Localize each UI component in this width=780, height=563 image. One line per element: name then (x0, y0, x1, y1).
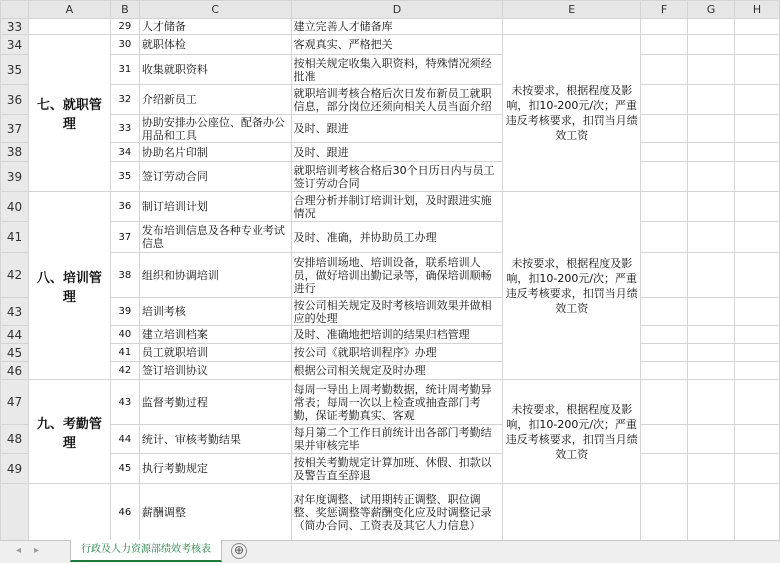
empty-cell[interactable] (734, 454, 779, 484)
penalty-cell[interactable] (503, 19, 641, 35)
item-name[interactable]: 薪酬调整 (139, 484, 291, 541)
item-number[interactable]: 31 (110, 55, 139, 85)
column-header-h[interactable]: H (734, 1, 779, 19)
next-sheet-button[interactable]: ▸ (34, 545, 40, 556)
item-name[interactable]: 签订劳动合同 (139, 162, 291, 192)
empty-cell[interactable] (641, 298, 688, 326)
table-row (1, 326, 780, 344)
row-header[interactable]: 45 (1, 344, 29, 362)
empty-cell[interactable] (688, 55, 735, 85)
item-number[interactable]: 40 (110, 326, 139, 344)
empty-cell[interactable] (734, 484, 779, 541)
empty-cell[interactable] (641, 115, 688, 143)
item-number[interactable]: 46 (110, 484, 139, 541)
empty-cell[interactable] (688, 115, 735, 143)
item-standard[interactable]: 对年度调整、试用期转正调整、职位调整、奖惩调整等薪酬变化应及时调整记录（简办合同、工资表及其它人力信息） (291, 484, 503, 541)
category-cell[interactable] (28, 19, 110, 35)
empty-cell[interactable] (688, 143, 735, 162)
empty-cell[interactable] (641, 19, 688, 35)
row-header[interactable]: 37 (1, 115, 29, 143)
sheet-tab-bar (0, 540, 780, 563)
row-header[interactable]: 46 (1, 362, 29, 380)
empty-cell[interactable] (688, 192, 735, 222)
item-standard[interactable]: 就职培训考核合格后次日发布新员工就职信息，部分岗位还须向相关人员当面介绍 (291, 85, 503, 115)
empty-cell[interactable] (641, 162, 688, 192)
column-header-e[interactable]: E (503, 1, 641, 19)
empty-cell[interactable] (688, 454, 735, 484)
item-name[interactable]: 员工就职培训 (139, 344, 291, 362)
empty-cell[interactable] (641, 454, 688, 484)
category-cell[interactable]: 八、培训管理 (28, 192, 110, 380)
item-standard[interactable]: 按公司《就职培训程序》办理 (291, 344, 503, 362)
table-row (1, 484, 780, 541)
category-cell[interactable] (28, 484, 110, 541)
item-standard[interactable]: 按相关规定收集入职资料，特殊情况须经批准 (291, 55, 503, 85)
column-header-d[interactable]: D (291, 1, 503, 19)
empty-cell[interactable] (734, 192, 779, 222)
item-standard[interactable]: 安排培训场地、培训设备，联系培训人员，做好培训出勤记录等，确保培训顺畅进行 (291, 253, 503, 298)
table-row (1, 253, 780, 298)
column-header-a[interactable]: A (28, 1, 110, 19)
item-standard[interactable]: 及时、准确，并协助员工办理 (291, 222, 503, 253)
empty-cell[interactable] (734, 85, 779, 115)
empty-cell[interactable] (688, 298, 735, 326)
item-name[interactable]: 人才储备 (139, 19, 291, 35)
table-row (1, 85, 780, 115)
item-number[interactable]: 37 (110, 222, 139, 253)
item-name[interactable]: 就职体检 (139, 35, 291, 55)
item-standard[interactable]: 每周一导出上周考勤数据，统计周考勤异常表；每周一次以上检查或抽查部门考勤，保证考勤真实、客观 (291, 380, 503, 425)
row-header[interactable]: 48 (1, 425, 29, 454)
item-number[interactable]: 32 (110, 85, 139, 115)
item-name[interactable]: 执行考勤规定 (139, 454, 291, 484)
item-standard[interactable]: 及时、跟进 (291, 143, 503, 162)
empty-cell[interactable] (688, 344, 735, 362)
item-number[interactable]: 30 (110, 35, 139, 55)
item-number[interactable]: 45 (110, 454, 139, 484)
table-row (1, 425, 780, 454)
table-row (1, 19, 780, 35)
row-header[interactable]: 44 (1, 326, 29, 344)
item-standard[interactable]: 建立完善人才储备库 (291, 19, 503, 35)
empty-cell[interactable] (641, 253, 688, 298)
table-row (1, 362, 780, 380)
table-row (1, 344, 780, 362)
empty-cell[interactable] (641, 143, 688, 162)
item-number[interactable]: 41 (110, 344, 139, 362)
table-row (1, 454, 780, 484)
column-header-row (1, 1, 780, 19)
empty-cell[interactable] (734, 380, 779, 425)
item-name[interactable]: 协助名片印制 (139, 143, 291, 162)
empty-cell[interactable] (641, 35, 688, 55)
item-name[interactable]: 建立培训档案 (139, 326, 291, 344)
empty-cell[interactable] (688, 35, 735, 55)
row-header[interactable]: 33 (1, 19, 29, 35)
empty-cell[interactable] (734, 425, 779, 454)
empty-cell[interactable] (641, 85, 688, 115)
column-header-b[interactable]: B (110, 1, 139, 19)
empty-cell[interactable] (734, 344, 779, 362)
item-number[interactable]: 34 (110, 143, 139, 162)
penalty-cell[interactable]: 未按要求，根据程度及影响，扣10-200元/次；严重违反考核要求，扣罚当月绩效工资 (503, 35, 641, 192)
row-header[interactable]: 42 (1, 253, 29, 298)
add-sheet-icon[interactable]: ⊕ (231, 543, 247, 559)
empty-cell[interactable] (641, 222, 688, 253)
row-header[interactable]: 47 (1, 380, 29, 425)
row-header[interactable]: 35 (1, 55, 29, 85)
item-name[interactable]: 组织和协调培训 (139, 253, 291, 298)
empty-cell[interactable] (688, 425, 735, 454)
empty-cell[interactable] (734, 19, 779, 35)
item-name[interactable]: 收集就职资料 (139, 55, 291, 85)
table-row (1, 143, 780, 162)
empty-cell[interactable] (641, 425, 688, 454)
penalty-cell[interactable]: 未按要求，根据程度及影响，扣10-200元/次；严重违反考核要求，扣罚当月绩效工资 (503, 380, 641, 484)
select-all-corner[interactable] (1, 1, 29, 19)
empty-cell[interactable] (734, 35, 779, 55)
item-name[interactable]: 监督考勤过程 (139, 380, 291, 425)
empty-cell[interactable] (734, 253, 779, 298)
empty-cell[interactable] (688, 326, 735, 344)
item-standard[interactable]: 合理分析并制订培训计划，及时跟进实施情况 (291, 192, 503, 222)
item-name[interactable]: 统计、审核考勤结果 (139, 425, 291, 454)
table-row (1, 55, 780, 85)
empty-cell[interactable] (734, 326, 779, 344)
empty-cell[interactable] (688, 484, 735, 541)
item-number[interactable]: 33 (110, 115, 139, 143)
empty-cell[interactable] (641, 362, 688, 380)
empty-cell[interactable] (688, 85, 735, 115)
item-number[interactable]: 35 (110, 162, 139, 192)
empty-cell[interactable] (688, 19, 735, 35)
row-header[interactable]: 41 (1, 222, 29, 253)
empty-cell[interactable] (641, 380, 688, 425)
item-name[interactable]: 制订培训计划 (139, 192, 291, 222)
empty-cell[interactable] (734, 298, 779, 326)
category-cell[interactable]: 九、考勤管理 (28, 380, 110, 484)
item-number[interactable]: 42 (110, 362, 139, 380)
empty-cell[interactable] (688, 222, 735, 253)
table-row (1, 380, 780, 425)
category-cell[interactable]: 七、就职管理 (28, 35, 110, 192)
item-standard[interactable]: 就职培训考核合格后30个日历日内与员工签订劳动合同 (291, 162, 503, 192)
item-name[interactable]: 发布培训信息及各种专业考试信息 (139, 222, 291, 253)
previous-sheet-button[interactable]: ◂ (16, 545, 22, 556)
empty-cell[interactable] (734, 222, 779, 253)
empty-cell[interactable] (641, 192, 688, 222)
row-header[interactable]: 43 (1, 298, 29, 326)
row-header[interactable]: 34 (1, 35, 29, 55)
table-row (1, 162, 780, 192)
item-number[interactable]: 43 (110, 380, 139, 425)
empty-cell[interactable] (688, 380, 735, 425)
empty-cell[interactable] (734, 162, 779, 192)
item-standard[interactable]: 按相关考勤规定计算加班、休假、扣款以及警告直至辞退 (291, 454, 503, 484)
table-row (1, 35, 780, 55)
item-standard[interactable]: 按公司相关规定及时考核培训效果并做相应的处理 (291, 298, 503, 326)
item-number[interactable]: 39 (110, 298, 139, 326)
row-header[interactable]: 38 (1, 143, 29, 162)
table-row (1, 222, 780, 253)
row-header[interactable]: 36 (1, 85, 29, 115)
item-name[interactable]: 介绍新员工 (139, 85, 291, 115)
table-row (1, 298, 780, 326)
item-standard[interactable]: 及时、准确地把培训的结果归档管理 (291, 326, 503, 344)
empty-cell[interactable] (734, 55, 779, 85)
item-name[interactable]: 签订培训协议 (139, 362, 291, 380)
row-header[interactable]: 40 (1, 192, 29, 222)
item-standard[interactable]: 根据公司相关规定及时办理 (291, 362, 503, 380)
item-number[interactable]: 44 (110, 425, 139, 454)
item-name[interactable]: 协助安排办公座位、配备办公用品和工具 (139, 115, 291, 143)
column-header-f[interactable]: F (641, 1, 688, 19)
empty-cell[interactable] (734, 362, 779, 380)
empty-cell[interactable] (734, 115, 779, 143)
item-number[interactable]: 36 (110, 192, 139, 222)
penalty-cell[interactable] (503, 484, 641, 541)
item-standard[interactable]: 客观真实、严格把关 (291, 35, 503, 55)
empty-cell[interactable] (688, 162, 735, 192)
row-header[interactable]: 39 (1, 162, 29, 192)
column-header-g[interactable]: G (688, 1, 735, 19)
empty-cell[interactable] (688, 362, 735, 380)
item-standard[interactable]: 及时、跟进 (291, 115, 503, 143)
column-header-c[interactable]: C (139, 1, 291, 19)
empty-cell[interactable] (641, 484, 688, 541)
empty-cell[interactable] (641, 55, 688, 85)
empty-cell[interactable] (688, 253, 735, 298)
item-standard[interactable]: 每月第二个工作日前统计出各部门考勤结果并审核完毕 (291, 425, 503, 454)
table-row (1, 115, 780, 143)
row-header[interactable] (1, 484, 29, 541)
row-header[interactable]: 49 (1, 454, 29, 484)
penalty-cell[interactable]: 未按要求，根据程度及影响，扣10-200元/次；严重违反考核要求，扣罚当月绩效工资 (503, 192, 641, 380)
empty-cell[interactable] (641, 326, 688, 344)
table-row (1, 192, 780, 222)
item-name[interactable]: 培训考核 (139, 298, 291, 326)
item-number[interactable]: 29 (110, 19, 139, 35)
empty-cell[interactable] (734, 143, 779, 162)
item-number[interactable]: 38 (110, 253, 139, 298)
empty-cell[interactable] (641, 344, 688, 362)
sheet-tab-active[interactable]: 行政及人力资源部绩效考核表 (70, 540, 222, 562)
